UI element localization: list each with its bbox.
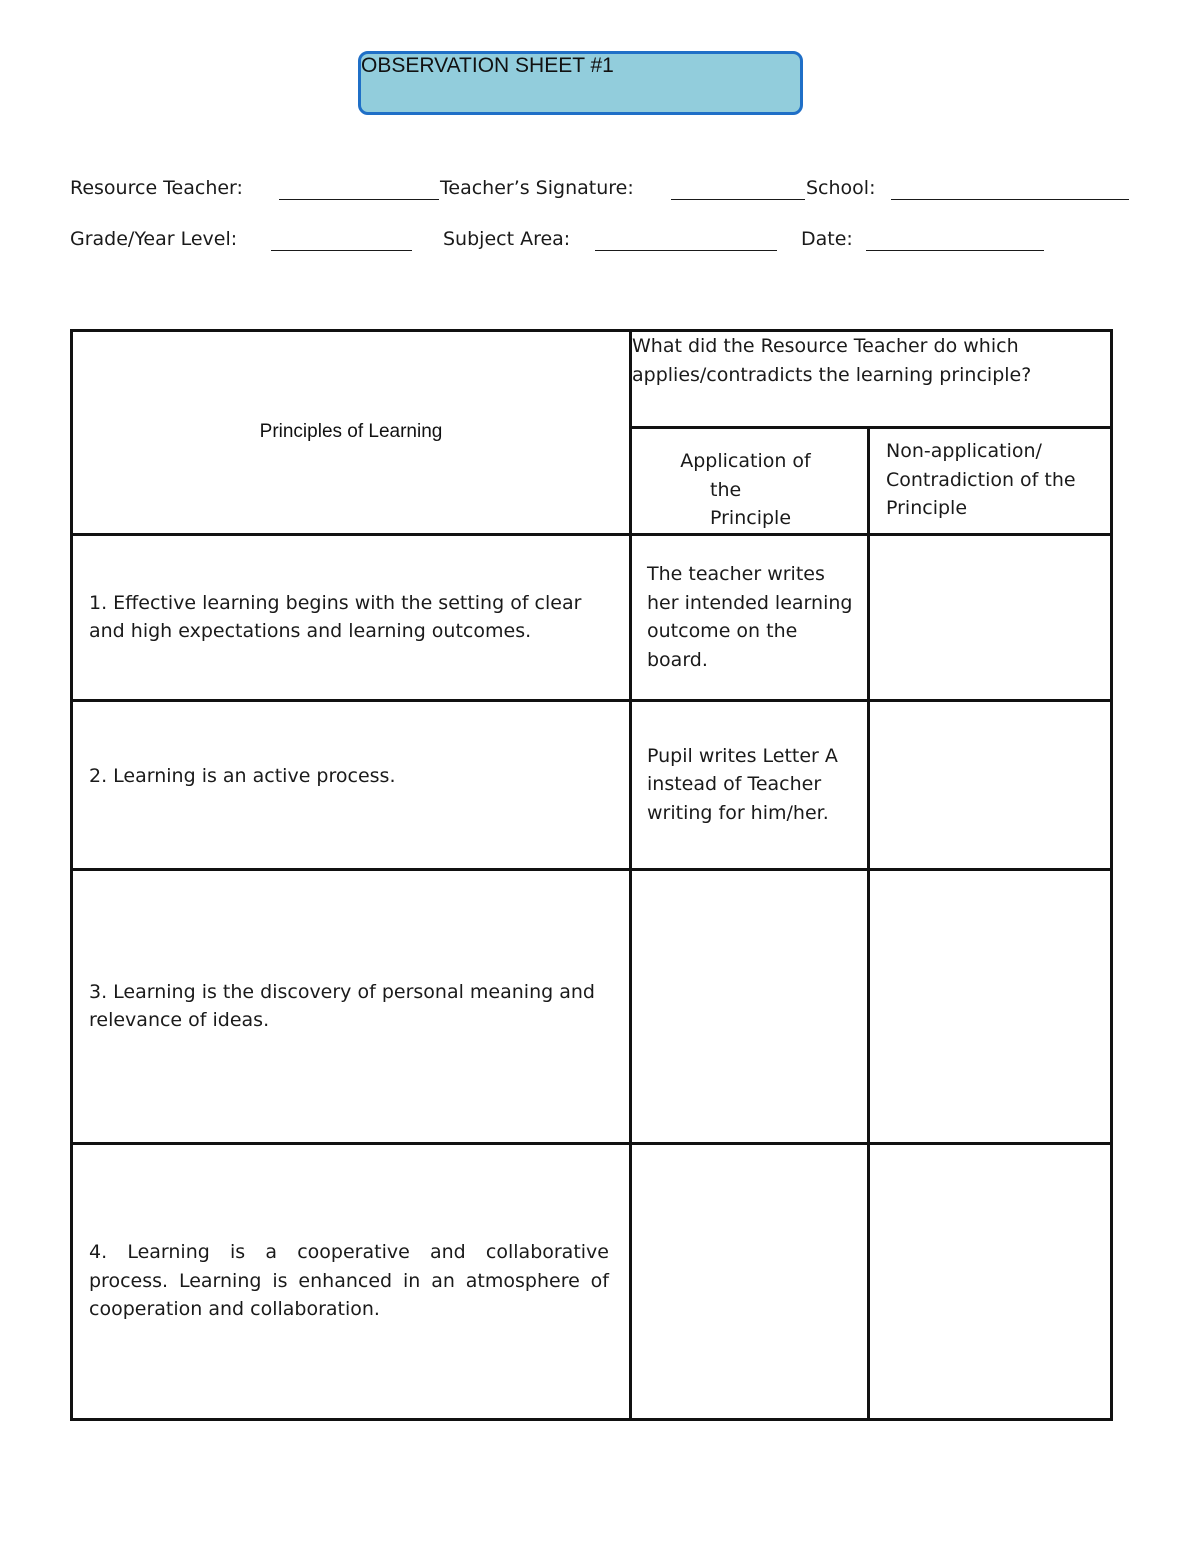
non-application-header: Non-application/ Contradiction of the Principle bbox=[869, 428, 1112, 535]
principles-header: Principles of Learning bbox=[72, 331, 631, 535]
teacher-signature-blank[interactable] bbox=[671, 199, 805, 200]
resource-teacher-blank[interactable] bbox=[279, 199, 439, 200]
page-title: OBSERVATION SHEET #1 bbox=[361, 54, 614, 77]
subject-area-label: Subject Area: bbox=[443, 228, 571, 250]
school-label: School: bbox=[806, 177, 876, 199]
date-blank[interactable] bbox=[866, 250, 1044, 251]
table-row bbox=[72, 869, 1112, 1143]
application-cell[interactable] bbox=[631, 869, 869, 1143]
grade-year-level-label: Grade/Year Level: bbox=[70, 228, 238, 250]
table-row bbox=[72, 534, 1112, 700]
subject-area-blank[interactable] bbox=[595, 250, 777, 251]
school-blank[interactable] bbox=[891, 199, 1129, 200]
application-cell[interactable]: Pupil writes Letter A instead of Teacher writing for him/her. bbox=[631, 700, 869, 869]
date-label: Date: bbox=[801, 228, 853, 250]
teacher-signature-label: Teacher’s Signature: bbox=[440, 177, 634, 199]
title-box bbox=[358, 51, 803, 115]
application-header-line-3: Principle bbox=[710, 507, 792, 529]
application-header-line-2: the bbox=[710, 478, 742, 501]
table-header-row bbox=[72, 331, 1112, 428]
principle-cell: 3. Learning is the discovery of personal meaning and relevance of ideas. bbox=[72, 869, 631, 1143]
non-application-cell[interactable] bbox=[869, 700, 1112, 869]
application-cell[interactable]: The teacher writes her intended learning outcome on the board. bbox=[631, 534, 869, 700]
principle-cell: 4. Learning is a cooperative and collaborative process. Learning is enhanced in an atmosphere of cooperation and collaboration. bbox=[72, 1143, 631, 1419]
application-header-line-1: Application of bbox=[680, 450, 811, 472]
non-application-cell[interactable] bbox=[869, 1143, 1112, 1419]
non-application-cell[interactable] bbox=[869, 534, 1112, 700]
grade-year-level-blank[interactable] bbox=[271, 250, 412, 251]
non-application-cell[interactable] bbox=[869, 869, 1112, 1143]
table-row bbox=[72, 1143, 1112, 1419]
observation-table bbox=[70, 329, 1113, 1421]
principle-cell: 2. Learning is an active process. bbox=[72, 700, 631, 869]
table-row bbox=[72, 700, 1112, 869]
application-header bbox=[631, 428, 869, 535]
application-cell[interactable] bbox=[631, 1143, 869, 1419]
question-header: What did the Resource Teacher do which applies/contradicts the learning principle? bbox=[631, 331, 1112, 428]
resource-teacher-label: Resource Teacher: bbox=[70, 177, 243, 199]
principle-cell: 1. Effective learning begins with the setting of clear and high expectations and learning outcomes. bbox=[72, 534, 631, 700]
